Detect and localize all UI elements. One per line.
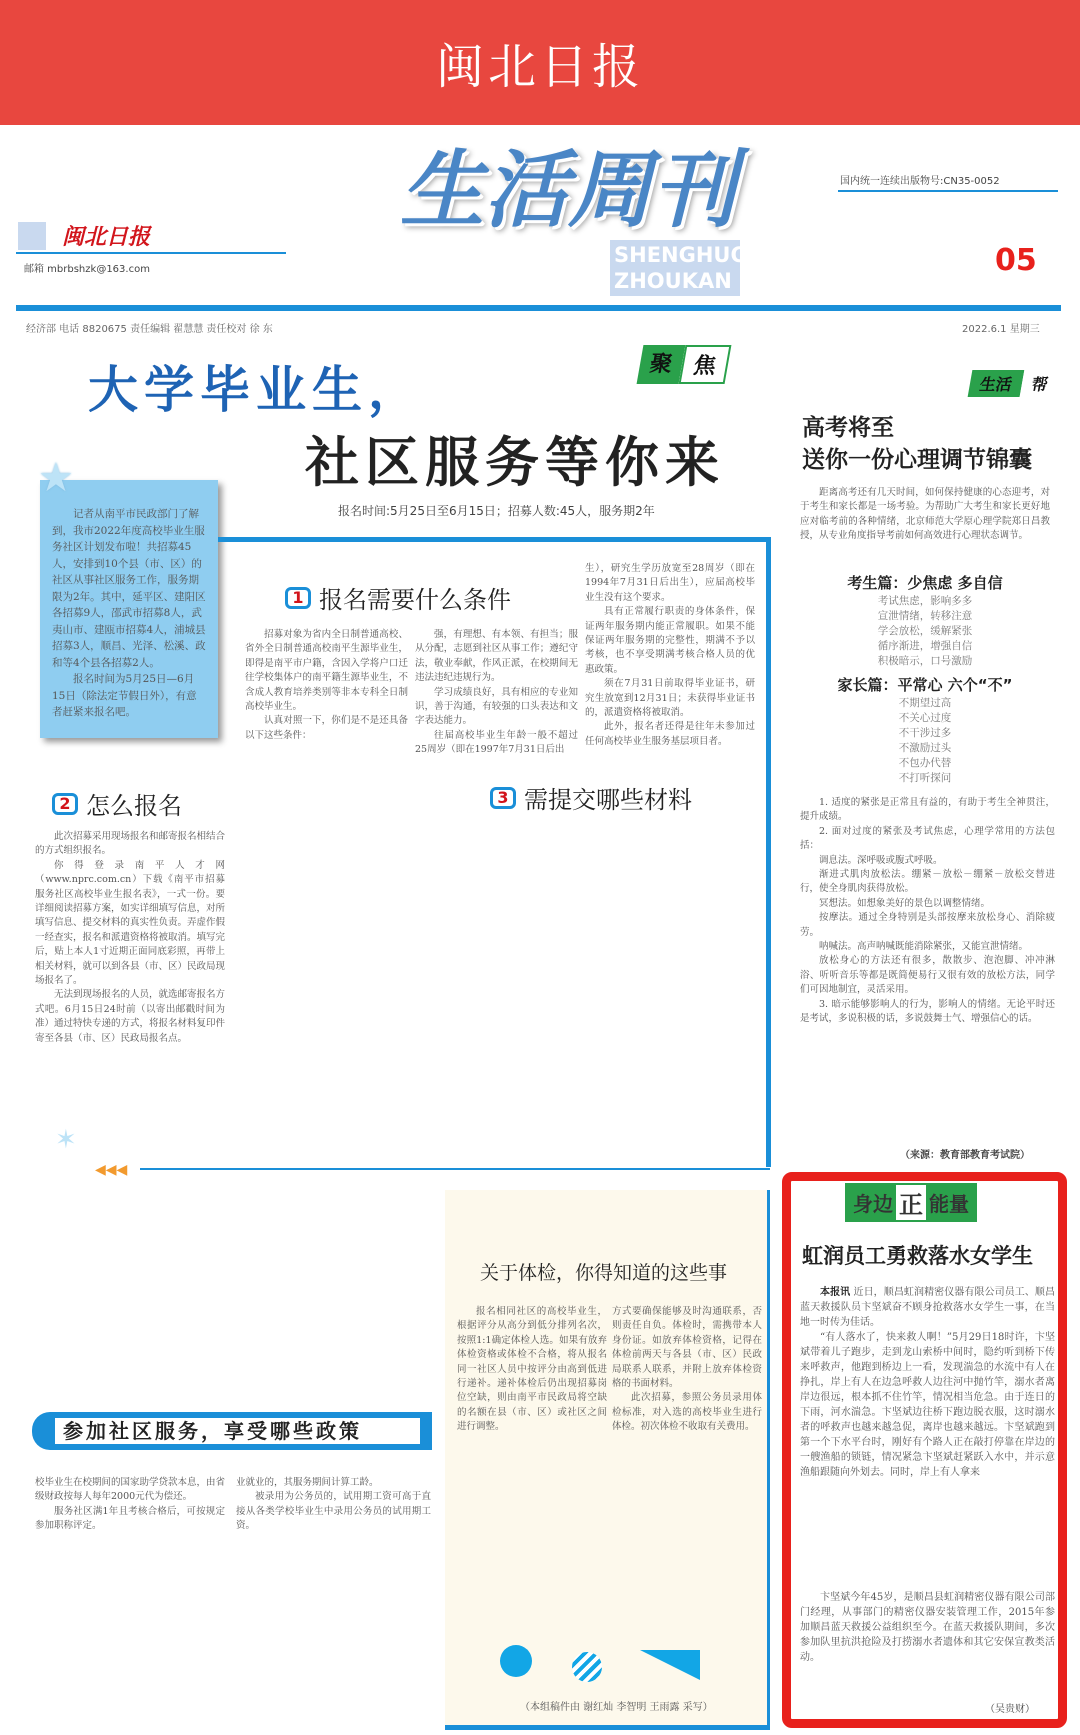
banner-title: 闽北日报 xyxy=(435,39,644,95)
help-intro: 距离高考还有几天时间，如何保持健康的心态迎考，对于考生和家长都是一场考验。为帮助广大考生和家长更好地应对临考前的各种情绪，北京师范大学原心理学院郑日昌教授，从专业角度指导考前如何高效进行心理状态调节。 xyxy=(800,487,1050,542)
intro-box: 记者从南平市民政部门了解到，我市2022年度高校毕业生服务社区计划发布啦！共招募45人，安排到10个县（市、区）的社区从事社区服务工作，服务期限为2年。其中，延平区、建阳区各招募9人，邵武市招募8人，武夷山市、建瓯市招募4人，浦城县招募3人，顺昌、光泽、松溪、政和等4个县各招募2人。 报名时间为5月25日—6月15日（除法定节假日外），有意者赶紧来报名吧。 xyxy=(40,480,218,738)
section-title-shenghuo: 生活周刊 xyxy=(400,140,737,239)
divider xyxy=(218,537,771,542)
number-icon: 3 xyxy=(490,787,516,809)
energy-badge: 身边 正 能量 xyxy=(845,1183,977,1222)
help-source: （来源：教育部教育考试院） xyxy=(900,1150,1030,1161)
sec1-col3: 生），研究生学历放宽至28周岁（即在1994年7月31日后出生），应届高校毕业生没有这个要求。 具有正常履行职责的身体条件，保证两年服务期内能正常履职。如果不能保证两年服务期的完整性，期满不予以考核，也不享受期满考核合格人员的优惠政策。 须在7月31日前取得毕业证书，研究生放宽到12月31日；未获得毕业证书的，派遣资格将被取消。 此外，报名者还得是往年未参加过任何高校毕业生服务基层项目者。 xyxy=(585,563,755,747)
number-icon: 1 xyxy=(285,587,311,609)
energy-closing: 卞坚斌今年45岁，是顺昌县虹润精密仪器有限公司部门经理，从事部门的精密仪器安装管理工作，2015年参加顺昌蓝天救援公益组织至今。在蓝天救援队期间，多次参加队里抗洪抢险及打捞溺水者遗体和其它安保宣教类活动。 xyxy=(800,1592,1055,1663)
exam-credit: （本组稿件由 谢红灿 李智明 王雨露 采写） xyxy=(520,1702,713,1713)
headline-line2: 社区服务等你来 xyxy=(305,430,725,494)
sec2-text: 此次招募采用现场报名和邮寄报名相结合的方式组织报名。 你得登录南平人才网（www.nprc.com.cn）下载《南平市招募服务社区高校毕业生报名表》，一式一份。要详细阅读招募方案，如实详细填写信息，对所填写信息、提交材料的真实性负责。弄虚作假一经查实，报名和派遣资格将被取消。填写完后，贴上本人1寸近期正面同底彩照，再带上相关材料，就可以到各县（市、区）民政局现场报名了。 无法到现场报名的人员，就选邮寄报名方式吧。6月15日24时前（以寄出邮戳时间为准）通过特快专递的方式，将报名材料复印件寄至各县（市、区）民政局报名点。 xyxy=(35,831,226,1044)
star-icon: ✶ xyxy=(55,1125,77,1155)
exam-col2: 方式要确保能够及时沟通联系，否则责任自负。体检时，需携带本人身份证。如放弃体检资格，记得在体检前两天与各县（市、区）民政局联系人联系，并附上放弃体检资格的书面材料。 此次招募，参照公务员录用体检标准，对入选的高校毕业生进行体检。初次体检不收取有关费用。 xyxy=(612,1306,762,1433)
energy-headline: 虹润员工勇救落水女学生 xyxy=(802,1243,1033,1268)
section-2-heading: 2 怎么报名 xyxy=(52,786,182,821)
student-title: 考生篇：少焦虑 多自信 xyxy=(847,574,1003,592)
circle-decoration xyxy=(500,1645,532,1677)
arrows-icon: ◀◀◀ xyxy=(95,1162,128,1178)
policy-title: 参加社区服务，享受哪些政策 xyxy=(55,1418,420,1444)
divider xyxy=(16,252,286,254)
page-number: 05 xyxy=(995,243,1037,278)
email: 邮箱 mbrbshzk@163.com xyxy=(24,264,150,275)
section-1-heading: 1 报名需要什么条件 xyxy=(285,580,511,615)
sec1-col1: 招募对象为省内全日制普通高校、省外全日制普通高校南平生源毕业生，即得是南平市户籍，含因入学将户口迁往学校集体户的南平籍生源毕业生，不含成人教育培养类别等非本专科全日制高校毕业生。 认真对照一下，你们是不是还具备以下这些条件： xyxy=(245,629,408,741)
sec1-col2: 强，有理想、有本领、有担当；服从分配，志愿到社区从事工作；遵纪守法，敬业奉献，作风正派，在校期间无违法违纪违规行为。 学习成绩良好，具有相应的专业知识，善于沟通，有较强的口头表达和文字表达能力。 往届高校毕业生年龄一般不超过25周岁（即在1997年7月31日后出 xyxy=(415,629,578,756)
policy-col2: 业就业的，其服务期间计算工龄。 被录用为公务员的，试用期工资可高于直接从各类学校毕业生中录用公务员的试用期工资。 xyxy=(236,1477,431,1532)
help-headline: 高考将至 送你一份心理调节锦囊 xyxy=(802,414,1032,473)
newspaper-logo: 闽北日报 xyxy=(62,224,151,250)
logo-block xyxy=(18,222,46,250)
number-icon: 2 xyxy=(52,793,78,815)
striped-circle-decoration xyxy=(572,1652,602,1682)
header-rule xyxy=(16,305,1061,311)
headline-line1: 大学毕业生， xyxy=(88,360,424,419)
student-list: 考试焦虑，影响多多 宣泄情绪，转移注意 学会放松，缓解紧张 循序渐进，增强自信 积极暗示，口号激励 xyxy=(877,595,973,667)
energy-author: （吴贵财） xyxy=(985,1704,1035,1715)
date: 2022.6.1 星期三 xyxy=(962,324,1040,335)
triangle-decoration xyxy=(640,1650,700,1680)
divider xyxy=(766,537,771,1167)
section-3-heading: 3 需提交哪些材料 xyxy=(490,780,692,815)
focus-badge: 聚 焦 xyxy=(640,345,728,384)
editor-info: 经济部 电话 8820675 责任编辑 翟慧慧 责任校对 徐 东 xyxy=(26,324,273,335)
help-body: 1. 适度的紧张是正常且有益的，有助于考生全神贯注，提升成绩。 2. 面对过度的紧张及考试焦虑，心理学常用的方法包括： 调息法。深呼吸或腹式呼吸。 渐进式肌肉放松法。绷紧－放松－绷紧－放松交替进行，使全身肌肉获得放松。 冥想法。如想象美好的景色以调整情绪。 按摩法。通过全身特别是头部按摩来放松身心、消除疲劳。 呐喊法。高声呐喊既能消除紧张，又能宣泄情绪。 放松身心的方法还有很多，散散步、泡泡脚、冲冲淋浴、听听音乐等都是既简便易行又很有效的放松方法，同学们可因地制宜，灵活采用。 3. 暗示能够影响人的行为，影响人的情绪。无论平时还是考试，多说积极的话，多说鼓舞士气、增强信心的话。 xyxy=(800,797,1055,1025)
policy-col1: 校毕业生在校期间的国家助学贷款本息，由省级财政按每人每年2000元代为偿还。 服务社区满1年且考核合格后，可按规定参加职称评定。 xyxy=(35,1477,226,1532)
star-icon: ★ xyxy=(38,455,74,501)
energy-body: 本报讯 近日，顺昌虹润精密仪器有限公司员工、顺昌蓝天救援队员卞坚斌奋不顾身抢救落水女学生一事，在当地一时传为佳话。 “有人落水了，快来救人啊！”5月29日18时许，卞坚斌带着儿子跑步，走到龙山索桥中间时，隐约听到桥下传来呼救声，他跑到桥边上一看，发现湍急的水流中有人在挣扎，岸上有人在边急呼救人边往河中抛竹竿，溺水者离岸边很远，根本抓不住竹竿，情况相当危急。由于连日的下雨，河水湍急。卞坚斌边往桥下跑边脱衣服，这时溺水者的呼救声也越来越急促，离岸也越来越远。卞坚斌跑到第一个下水平台时，刚好有个路人正在敲打停靠在岸边的一艘渔船的锁链，情况紧急卞坚斌赶紧跃入水中，并示意渔船跟随向外划去。同时，岸上有人拿来 xyxy=(800,1287,1056,1478)
exam-col1: 报名相同社区的高校毕业生，根据评分从高分到低分排列名次，按照1:1确定体检人选。如果有放弃体检资格或体检不合格，将从报名同一社区人员中按评分由高到低进行递补。递补体检后仍出现招募岗位空缺，则由南平市民政局将空缺的名额在县（市、区）或社区之间进行调整。 xyxy=(457,1306,607,1433)
publication-number: 国内统一连续出版物号:CN35-0052 xyxy=(840,176,1000,187)
divider xyxy=(140,1168,770,1170)
exam-title: 关于体检，你得知道的这些事 xyxy=(480,1262,728,1284)
divider xyxy=(838,190,1058,192)
subtitle: 报名时间:5月25日至6月15日；招募人数:45人，服务期2年 xyxy=(338,504,655,518)
parent-title: 家长篇：平常心 六个“不” xyxy=(837,676,1013,694)
life-help-badge: 生活 帮 xyxy=(970,370,1058,397)
pinyin-block: SHENGHUO ZHOUKAN xyxy=(610,240,740,296)
newspaper-banner xyxy=(0,0,1080,125)
parent-list: 不期望过高 不关心过度 不干涉过多 不激励过头 不包办代替 不打听探问 xyxy=(898,697,952,784)
